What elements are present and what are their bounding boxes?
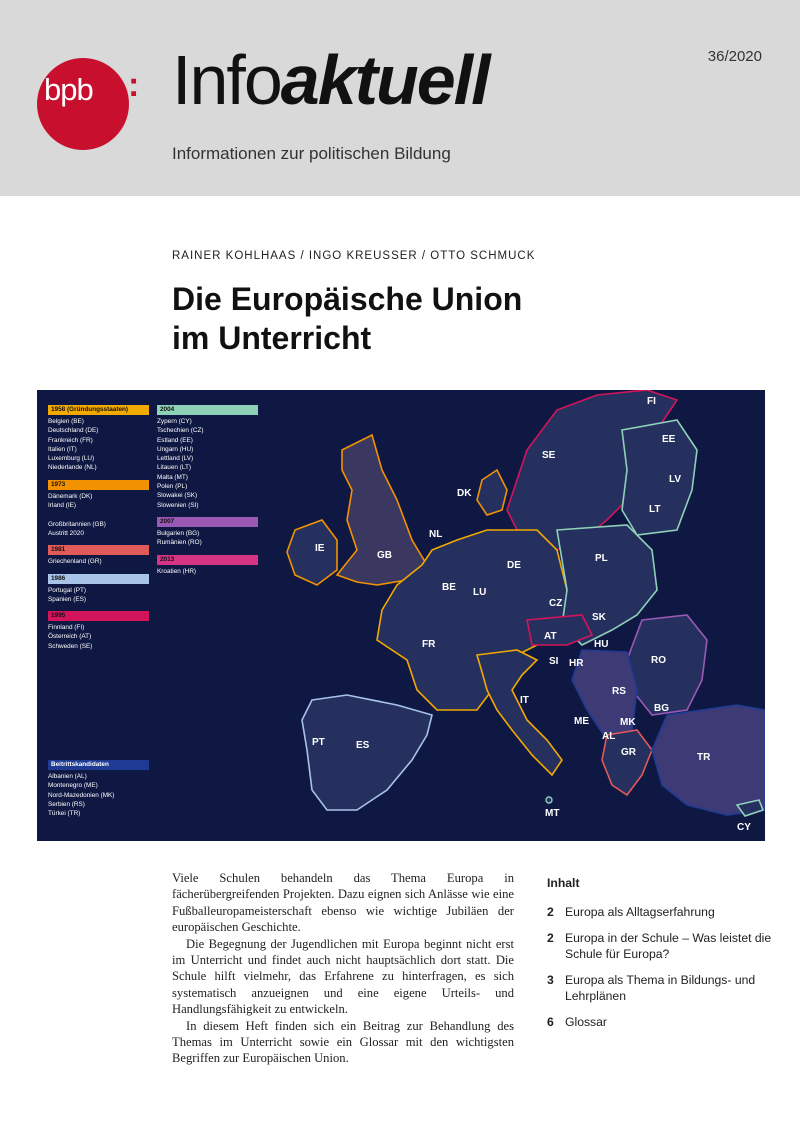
legend-left [48, 405, 149, 658]
legend-candidates-item-4: Türkei (TR) [48, 810, 81, 818]
country-label-mk: MK [620, 717, 636, 728]
legend-right-item-0-6: Malta (MT) [157, 473, 188, 481]
country-label-be: BE [442, 582, 456, 593]
bpb-logo-text: bpb [44, 72, 93, 107]
paragraph-1: Viele Schulen behandeln das Thema Europa in fächerübergreifenden Projekten. Dazu eignen sich Anlässe wie eine Fußballeuropameisterschaft ebenso wie wichtige Jubiläen der europäischen Geschichte. [172, 871, 514, 935]
country-label-fi: FI [647, 396, 656, 407]
country-label-mt: MT [545, 808, 560, 819]
legend-right-item-0-9: Slowenien (SI) [157, 501, 199, 509]
legend-candidates-item-2: Nord-Mazedonien (MK) [48, 791, 115, 799]
legend-candidates [48, 760, 149, 818]
legend-left-item-0-3: Italien (IT) [48, 445, 77, 453]
country-label-pt: PT [312, 737, 325, 748]
legend-left-head-1: 1973 [48, 480, 149, 490]
body-column [172, 870, 514, 1067]
legend-right-head-2: 2013 [157, 555, 258, 565]
legend-left-head-0: 1958 (Gründungsstaaten) [48, 405, 149, 415]
legend-left-item-2-0: Griechenland (GR) [48, 558, 102, 566]
toc-page-number: 6 [547, 1015, 554, 1029]
legend-left-item-4-2: Schweden (SE) [48, 642, 93, 650]
legend-left-item-0-1: Deutschland (DE) [48, 427, 99, 435]
toc-entry-text: Europa in der Schule – Was leistet die Schule für Europa? [565, 931, 772, 961]
country-label-nl: NL [429, 529, 443, 540]
brand-emphasis: aktuell [280, 41, 489, 119]
title-line-2: im Unterricht [172, 320, 372, 356]
legend-right-item-2-0: Kroatien (HR) [157, 567, 197, 575]
legend-left-item-1-1: Irland (IE) [48, 502, 77, 510]
toc-page-number: 2 [547, 905, 554, 919]
legend-candidates-item-1: Montenegro (ME) [48, 782, 98, 790]
toc-item[interactable] [547, 1014, 772, 1030]
legend-candidates-item-3: Serbien (RS) [48, 800, 85, 808]
country-label-fr: FR [422, 639, 436, 650]
country-label-cz: CZ [549, 598, 563, 609]
toc-entry-text: Europa als Thema in Bildungs- und Lehrplänen [565, 973, 756, 1003]
map-mt [546, 797, 552, 803]
legend-right-item-1-1: Rumänien (RO) [157, 539, 202, 547]
country-label-sk: SK [592, 612, 606, 623]
country-label-si: SI [549, 656, 559, 667]
legend-left-item-0-0: Belgien (BE) [48, 418, 84, 425]
country-label-it: IT [520, 695, 529, 706]
eu-enlargement-map [37, 390, 765, 841]
country-label-es: ES [356, 740, 370, 751]
legend-right-item-0-2: Estland (EE) [157, 436, 193, 444]
map-baltics [622, 420, 697, 535]
country-label-lv: LV [669, 474, 682, 485]
legend-left-head-2: 1981 [48, 545, 149, 555]
legend-left-head-3: 1986 [48, 574, 149, 584]
issue-number: 36/2020 [707, 48, 762, 65]
bpb-logo-colon: : [128, 66, 140, 104]
legend-right-item-0-7: Polen (PL) [157, 483, 188, 491]
country-label-pl: PL [595, 553, 608, 564]
toc-item[interactable] [547, 904, 772, 920]
legend-right-head-0: 2004 [157, 405, 258, 415]
map-ie [287, 520, 337, 585]
legend-left-item-1-4: Austritt 2020 [48, 529, 84, 537]
authors: RAINER KOHLHAAS / INGO KREUSSER / OTTO SCHMUCK [172, 250, 536, 262]
country-label-lu: LU [473, 587, 487, 598]
legend-left-item-1-0: Dänemark (DK) [48, 492, 93, 500]
country-label-se: SE [542, 450, 556, 461]
legend-left-item-0-4: Luxemburg (LU) [48, 455, 95, 463]
map-it [477, 650, 562, 775]
country-label-at: AT [544, 631, 557, 642]
legend-right-item-0-8: Slowakei (SK) [157, 492, 198, 500]
legend-right-item-0-1: Tschechien (CZ) [157, 427, 204, 435]
legend-right [157, 405, 258, 583]
title-line-1: Die Europäische Union [172, 281, 523, 317]
country-label-ie: IE [315, 543, 325, 554]
country-label-de: DE [507, 560, 521, 571]
legend-left-item-0-5: Niederlande (NL) [48, 464, 97, 472]
brand-plain: Info [172, 41, 281, 119]
country-label-al: AL [602, 731, 616, 742]
map-iberia [302, 695, 432, 810]
country-label-me: ME [574, 716, 589, 727]
country-label-cy: CY [737, 822, 751, 833]
legend-left-item-1-3: Großbritannien (GB) [48, 520, 106, 528]
article-title [172, 280, 732, 358]
country-label-ro: RO [651, 655, 666, 666]
legend-left-item-3-0: Portugal (PT) [48, 586, 87, 594]
legend-left-item-4-1: Österreich (AT) [48, 633, 92, 641]
country-label-ee: EE [662, 434, 676, 445]
map-ro-bg [627, 615, 707, 715]
toc-page-number: 2 [547, 931, 554, 945]
table-of-contents [547, 876, 772, 1040]
legend-candidates-head: Beitrittskandidaten [48, 760, 149, 770]
legend-right-item-0-4: Lettland (LV) [157, 455, 194, 463]
legend-right-item-1-0: Bulgarien (BG) [157, 529, 200, 537]
map-dk [477, 470, 507, 515]
toc-list [547, 904, 772, 1030]
paragraph-3: In diesem Heft finden sich ein Beitrag zur Behandlung des Themas im Unterricht sowie ein Glossar mit den wichtigsten Begriffen zur Europäischen Union. [172, 1018, 514, 1066]
country-label-tr: TR [697, 752, 711, 763]
map-gb [337, 435, 427, 585]
country-label-bg: BG [654, 703, 669, 714]
legend-right-item-0-0: Zypern (CY) [157, 418, 192, 425]
header-band [0, 0, 800, 196]
country-label-gb: GB [377, 550, 392, 561]
country-label-lt: LT [649, 504, 661, 515]
toc-entry-text: Glossar [565, 1015, 607, 1029]
legend-right-head-1: 2007 [157, 517, 258, 527]
toc-heading: Inhalt [547, 876, 580, 890]
toc-page-number: 3 [547, 973, 554, 987]
legend-right-item-0-3: Ungarn (HU) [157, 445, 194, 453]
toc-item[interactable] [547, 972, 772, 1004]
paragraph-2: Die Begegnung der Jugendlichen mit Europa beginnt nicht erst im Unterricht und findet auch nicht hauptsächlich dort statt. Die Schule hilft vielmehr, das Erfahrene zu hinterfragen, es sich systematisch anzueignen und eine eigene Urteils- und Handlungsfähigkeit zu entwickeln. [172, 936, 514, 1017]
legend-left-item-1-2 [48, 510, 149, 519]
country-label-hu: HU [594, 639, 609, 650]
country-label-dk: DK [457, 488, 472, 499]
legend-left-item-4-0: Finnland (FI) [48, 624, 85, 632]
publication-title [172, 40, 489, 120]
legend-left-head-4: 1995 [48, 611, 149, 621]
toc-entry-text: Europa als Alltagserfahrung [565, 905, 715, 919]
toc-item[interactable] [547, 930, 772, 962]
legend-left-item-0-2: Frankreich (FR) [48, 436, 93, 444]
legend-right-item-0-5: Litauen (LT) [157, 464, 191, 472]
legend-left-item-3-1: Spanien (ES) [48, 595, 87, 603]
country-label-hr: HR [569, 658, 584, 669]
publication-subtitle: Informationen zur politischen Bildung [172, 144, 451, 163]
country-label-gr: GR [621, 747, 636, 758]
legend-candidates-item-0: Albanien (AL) [48, 773, 87, 780]
country-label-rs: RS [612, 686, 626, 697]
